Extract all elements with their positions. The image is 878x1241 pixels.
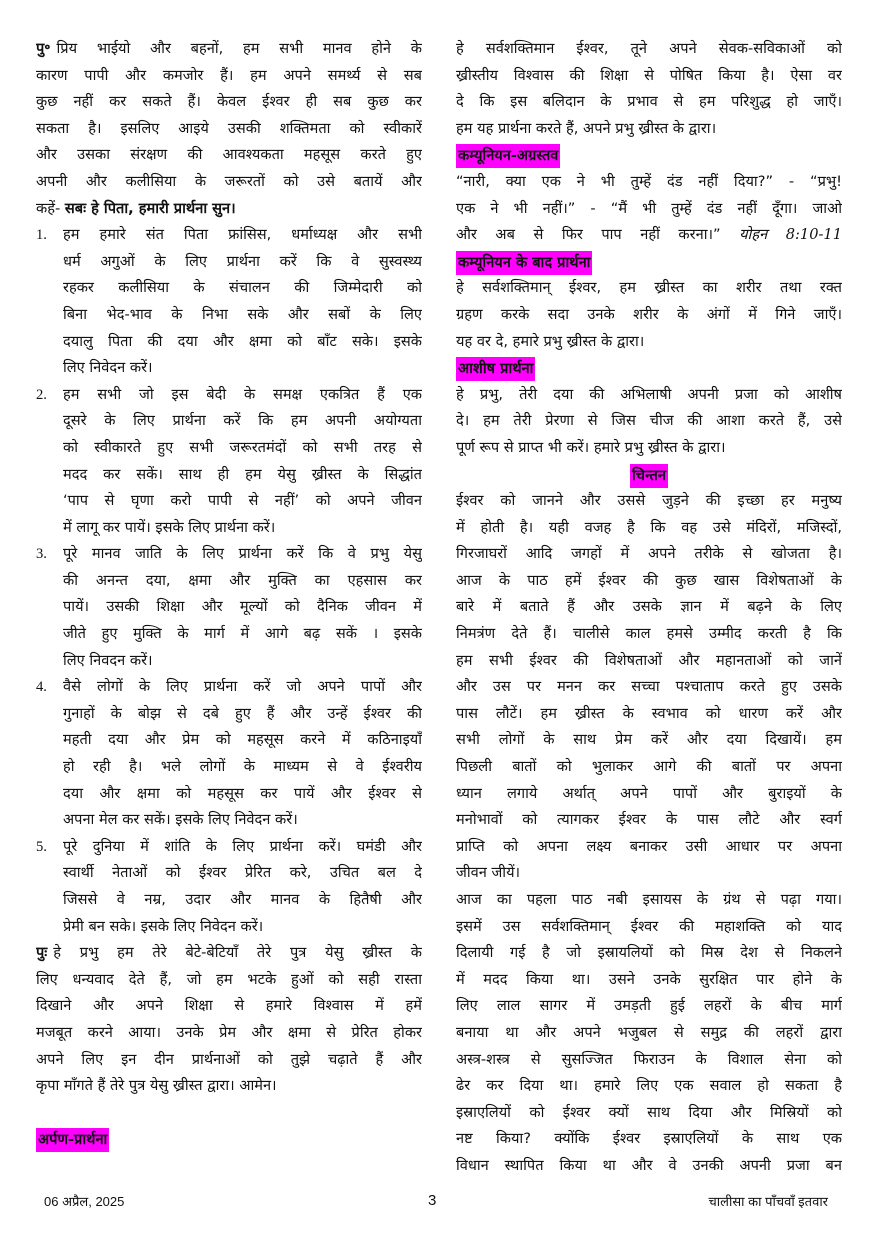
blessing-line: हे प्रभु, तेरी दया की अभिलाषी अपनी प्रजा को आशीष — [456, 385, 842, 403]
reflection-line: सभी लोगों के साथ प्रेम करें और दया दिखायें। हम — [456, 731, 842, 749]
item-line: दया और क्षमा को महसूस कर पायें और ईश्वर से — [63, 784, 422, 802]
item-line: धर्म अगुओं के लिए प्रार्थना करें कि वे सुस्वस्थ्य — [63, 252, 422, 270]
offering-line: दे कि इस बलिदान के प्रभाव से हम परिशुद्ध हो जाएँ। — [456, 93, 842, 111]
closing-line: लिए धन्यवाद देते हैं, जो हम भटके हुओं को सही रास्ता — [36, 970, 422, 988]
blessing-prayer — [456, 382, 842, 462]
offering-prayer — [456, 36, 842, 142]
antiphon-line: और अब से फिर पाप नहीं करना।” — [456, 226, 721, 244]
intro-line: कारण पापी और कमजोर हैं। हम अपने समर्थ्य से सब — [36, 66, 422, 84]
congregation-response: सबः हे पिता, हमारी प्रार्थना सुन। — [64, 199, 236, 217]
intro-line: सकता है। इसलिए आइये उसकी शक्तिमता को स्वीकारें — [36, 119, 422, 137]
reflection-line: निमत्रंण देते हैं। चालीसे काल हमसे उम्मीद करती है कि — [456, 625, 842, 643]
reflection-line: ईश्वर को जानने और उससे जुड़ने की इच्छा हर मनुष्य — [456, 492, 842, 510]
offering-line: हे सर्वशक्तिमान ईश्वर, तूने अपने सेवक-सविकाओं को — [456, 40, 842, 57]
item-line: पूरे मानव जाति के लिए प्रार्थना करें कि वे प्रभु येसु — [63, 545, 422, 563]
post-communion-heading: कम्यूनियन के बाद प्रार्थना — [456, 251, 592, 275]
item-line: गुनाहों के बोझ से दबे हुए हैं और उन्हें ईश्वर की — [63, 704, 422, 722]
reflection-line: हम सभी ईश्वर की विशेषताओं और महानताओं को जानें — [456, 651, 842, 669]
reflection-line: और उस पर मनन कर सच्चा पश्चाताप करते हुए उसके — [456, 678, 842, 696]
reflection-line: विधान स्थापित किया था और वे उनकी अपनी प्रजा बन — [456, 1156, 842, 1174]
item-line: दूसरे के लिए प्रार्थना करें कि हम अपनी अयोग्यता — [63, 412, 422, 430]
offering-prayer-heading: अर्पण-प्रार्थना — [36, 1128, 109, 1152]
post-communion-prayer — [456, 275, 842, 355]
item-line: को स्वीकारते हुए सभी जरूरतमंदों को सभी तरह से — [63, 438, 422, 456]
item-line: रहकर कलीसिया के संचालन की जिम्मेदारी को — [63, 279, 422, 297]
reflection-heading: चिन्तन — [630, 464, 668, 488]
intercession-item — [36, 382, 422, 542]
reflection-line: बनाया था और अपने भजुबल से समुद्र की लहरों द्वारा — [456, 1023, 842, 1041]
intercession-item — [36, 541, 422, 674]
left-column — [36, 36, 422, 1153]
communion-antiphon — [456, 169, 842, 249]
footer-occasion: चालीसा का पाँचवाँ इतवार — [708, 1194, 828, 1209]
item-line: में लागू कर पायें। इसके लिए प्रार्थना करें। — [63, 518, 276, 536]
intro-prayer — [36, 36, 422, 222]
post-communion-line: यह वर दे, हमारे प्रभु ख्रीस्त के द्वारा। — [456, 332, 645, 350]
item-line: मदद कर सकें। साथ ही हम येसु ख्रीस्त के सिद्धांत — [63, 465, 422, 483]
item-line: हम हमारे संत पिता फ्रांसिस, धर्माध्यक्ष और सभी — [63, 226, 422, 244]
reflection-line: दिलायी गई है जो इस्रायलियों को मिस्र देश से निकलने — [456, 944, 842, 962]
item-line: हो रही है। भले लोगों के माध्यम से वे ईश्वरीय — [63, 758, 422, 776]
intro-line: कुछ नहीं कर सकते हैं। केवल ईश्वर ही सब कुछ कर — [36, 93, 422, 111]
spacer — [36, 1100, 422, 1127]
item-line: अपना मेल कर सकें। इसके लिए निवेदन करें। — [63, 811, 298, 829]
item-number: 2. — [36, 386, 47, 403]
reflection-paragraph-2 — [456, 887, 842, 1180]
post-communion-line: हे सर्वशक्तिमान् ईश्वर, हम ख्रीस्त का शरीर तथा रक्त — [456, 279, 842, 297]
closing-line: दिखाने और अपने शिक्षा से हमारे विश्वास में हमें — [36, 997, 422, 1015]
right-column — [456, 36, 842, 1180]
speaker-label: पु॰ — [36, 40, 51, 57]
reflection-line: मनोभावों को त्यागकर ईश्वर के पास लौटे और स्वर्ग — [456, 811, 842, 829]
offering-line: ख्रीस्तीय विश्वास की शिक्षा से पोषित किया है। ऐसा वर — [456, 66, 842, 84]
item-line: ‘पाप से घृणा करो पापी से नहीं’ को अपने जीवन — [63, 492, 422, 510]
reflection-line: बारे में बताते हैं और उसके ज्ञान में बढ़ने के लिए — [456, 598, 842, 616]
item-line: पूरे दुनिया में शांति के लिए प्रार्थना करें। घमंडी और — [63, 837, 422, 855]
intro-line: और उसका संरक्षण की आवश्यकता महसूस करते हुए — [36, 146, 422, 164]
footer-date: 06 अप्रैल, 2025 — [44, 1194, 125, 1209]
reflection-line: अस्त्र-शस्त्र से सुसज्जित फिराउन के विशाल सेना को — [456, 1050, 842, 1068]
reflection-line: प्राप्ति को अपना लक्ष्य बनाकर उसी आधार पर अपना — [456, 837, 842, 855]
reflection-line: पास लौटें। हम ख्रीस्त के स्वभाव को धारण करें और — [456, 704, 842, 722]
item-number: 1. — [36, 227, 47, 244]
intro-line: अपनी और कलीसिया के जरूरतों को उसे बतायें और — [36, 172, 422, 190]
reflection-line: लिए लाल सागर में उमड़ती हुई लहरों के बीच मार्ग — [456, 997, 842, 1015]
speaker-label: पुः — [36, 944, 48, 962]
intercession-item — [36, 834, 422, 940]
item-line: दयालु पिता की दया और क्षमा को बाँट सके। इसके — [63, 332, 422, 350]
item-line: हम सभी जो इस बेदी के समक्ष एकत्रित हैं एक — [63, 385, 422, 403]
blessing-line: पूर्ण रूप से प्राप्त भी करें। हमारे प्रभु ख्रीस्त के द्वारा। — [456, 438, 726, 456]
reflection-line: इस्राएलियों को ईश्वर क्यों साथ दिया और मिस्रियों को — [456, 1103, 842, 1121]
reflection-line: नष्ट किया? क्योंकि ईश्वर इस्राएलियों के साथ एक — [456, 1130, 842, 1148]
closing-line: कृपा माँगते हैं तेरे पुत्र येसु ख्रीस्त द्वारा। आमेन। — [36, 1077, 277, 1095]
item-line: स्वार्थी नेताओं को ईश्वर प्रेरित करे, उचित बल दे — [63, 864, 422, 882]
item-line: पायें। उसकी शिक्षा और मूल्यों को दैनिक जीवन में — [63, 598, 422, 616]
blessing-line: दे। हम तेरी प्रेरणा से जिस चीज की आशा करते हैं, उसे — [456, 412, 842, 430]
item-line: जीते हुए मुक्ति के मार्ग में आगे बढ़ सकें । इसके — [63, 625, 422, 643]
reflection-line: ढेर कर दिया था। हमारे लिए एक सवाल हो सकता है — [456, 1077, 842, 1095]
reflection-line: आज का पहला पाठ नबी इसायस के ग्रंथ से पढ़ा गया। — [456, 891, 842, 908]
item-line: वैसे लोगों के लिए प्रार्थना करें जो अपने पापों और — [63, 678, 422, 696]
reflection-line: इसमें उस सर्वशक्तिमान् ईश्वर की महाशक्ति को याद — [456, 917, 842, 935]
communion-antiphon-heading: कम्यूनियन-अग्रस्तव — [456, 144, 560, 168]
closing-line: मजबूत करने आया। उनके प्रेम और क्षमा से प्रेरित होकर — [36, 1023, 422, 1041]
closing-line: हे प्रभु हम तेरे बेटे-बेटियाँ तेरे पुत्र येसु ख्रीस्त के — [53, 944, 422, 962]
intro-line: प्रिय भाईयो और बहनों, हम सभी मानव होने के — [56, 40, 422, 57]
reflection-line: ध्यान लगाये अर्थात् अपने पापों और बुराइयों के — [456, 784, 842, 802]
item-line: बिना भेद-भाव के निभा सके और सबों के लिए — [63, 305, 422, 323]
item-line: महती दया और प्रेम को महसूस करने में कठिनाइयाँ — [63, 731, 422, 749]
item-line: की अनन्त दया, क्षमा और मुक्ति का एहसास कर — [63, 571, 422, 589]
intercession-list — [36, 222, 422, 940]
item-number: 3. — [36, 546, 47, 563]
intercession-item — [36, 222, 422, 382]
post-communion-line: ग्रहण करके सदा उनके शरीर के अंगों में गिने जाएँ। — [456, 305, 842, 323]
blessing-prayer-heading: आशीष प्रार्थना — [456, 357, 535, 381]
reflection-paragraph-1 — [456, 488, 842, 887]
reflection-line: आज के पाठ हमें ईश्वर की कुछ खास विशेषताओं के — [456, 571, 842, 589]
scripture-reference: योहन 8:10-11 — [739, 226, 842, 244]
item-line: जिससे वे नम्र, उदार और मानव के हितैषी और — [63, 891, 422, 908]
offering-line: हम यह प्रार्थना करते हैं, अपने प्रभु ख्रीस्त के द्वारा। — [456, 119, 717, 137]
reflection-line: में मदद किया था। उसने उनके सुरक्षित पार होने के — [456, 970, 842, 988]
antiphon-line: “नारी, क्या एक ने भी तुम्हें दंड नहीं दिया?” - “प्रभु! — [456, 172, 842, 190]
item-line: लिए निवेदन करें। — [63, 359, 153, 377]
item-number: 4. — [36, 679, 47, 696]
intercession-item — [36, 674, 422, 834]
reflection-line: पिछली बातों को भुलाकर आगे की बातों पर अपना — [456, 758, 842, 776]
reflection-line: गिरजाघरों आदि जगहों में अपने तरीके से खोजता है। — [456, 545, 842, 563]
reflection-line: जीवन जीयें। — [456, 864, 521, 882]
antiphon-line: एक ने भी नहीं।” - “मैं भी तुम्हें दंड नहीं दूँगा। जाओ — [456, 199, 842, 217]
closing-prayer — [36, 940, 422, 1100]
page-number: 3 — [428, 1192, 437, 1209]
item-line: प्रेमी बन सके। इसके लिए निवेदन करें। — [63, 917, 264, 935]
item-number: 5. — [36, 838, 47, 855]
reflection-line: में होती है। यही वजह है कि वह उसे मंदिरों, मजिस्दों, — [456, 518, 842, 536]
intro-line: कहें- — [36, 199, 61, 217]
item-line: लिए निवदन करें। — [63, 651, 153, 669]
closing-line: अपने लिए इन दीन प्रार्थनाओं को तुझे चढ़ाते हैं और — [36, 1050, 422, 1068]
